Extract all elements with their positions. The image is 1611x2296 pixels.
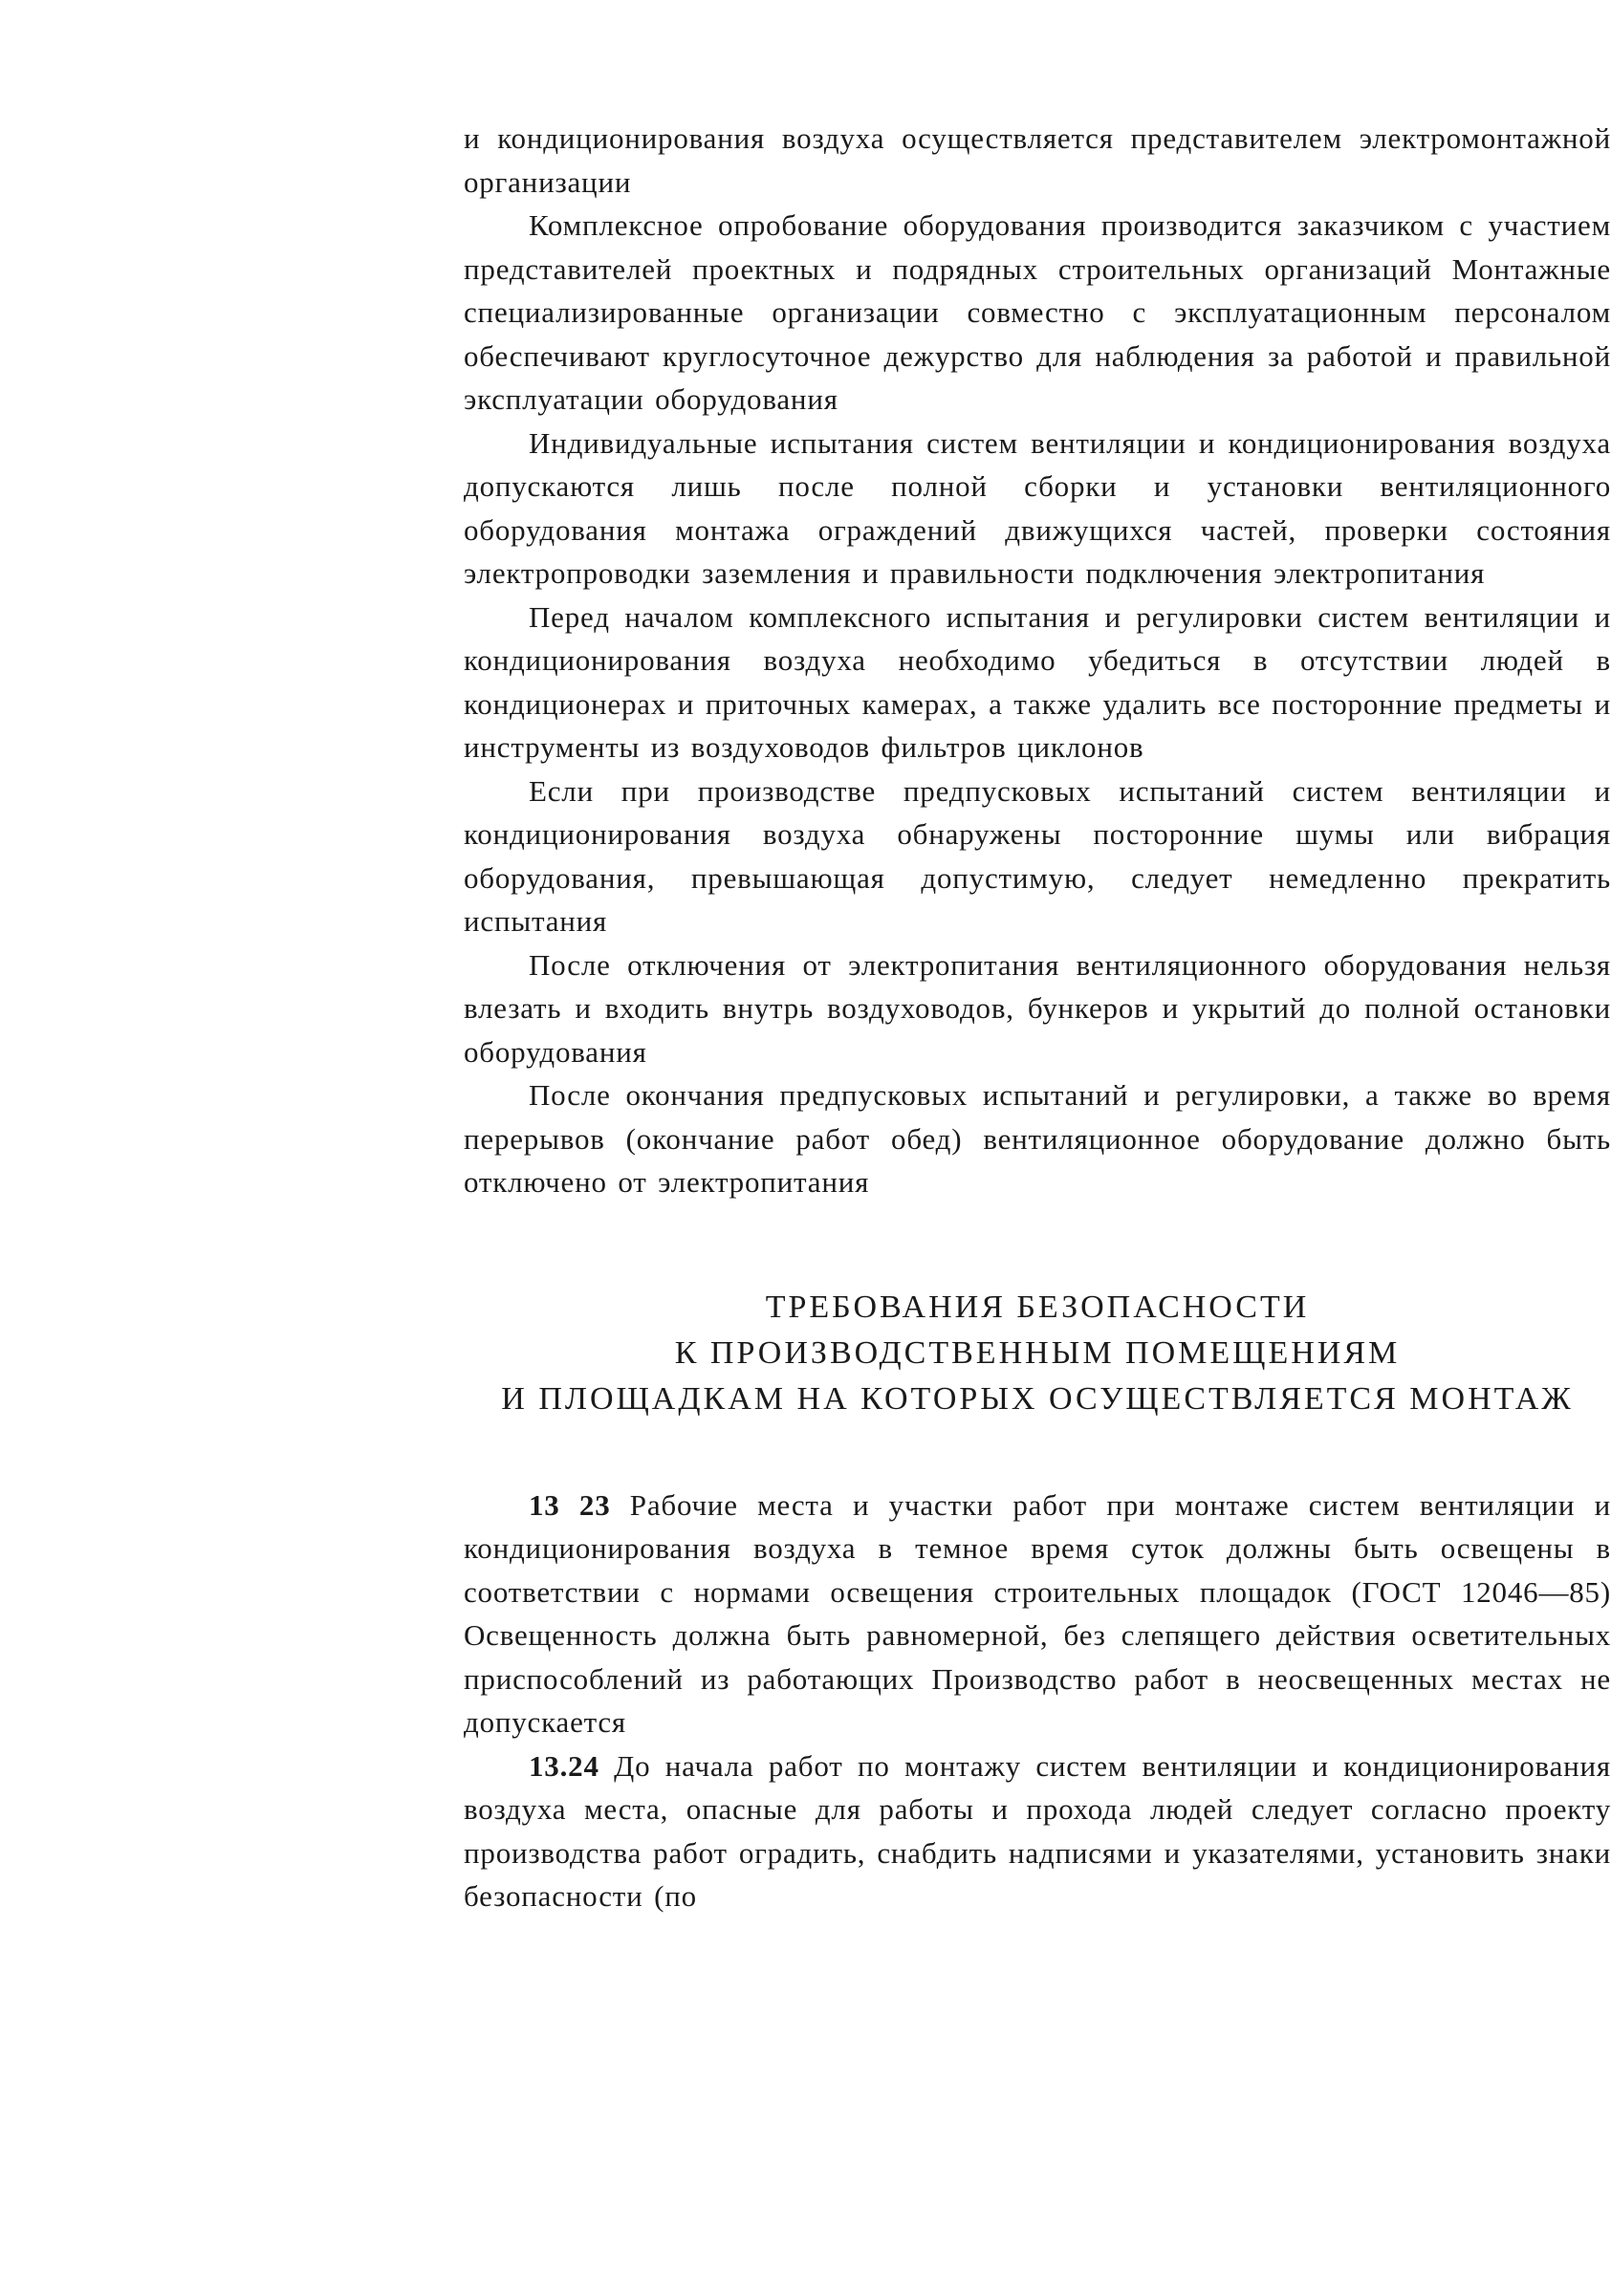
paragraph-before-testing: Перед началом комплексного испытания и регулировки систем вентиляции и кондиционирования воздуха необходимо убедиться в отсутствии людей в кондиционерах и приточных камерах, а также удалить все посторонние предметы и инструменты из воздуховодов фильтров циклонов	[464, 599, 1611, 764]
paragraph-individual-tests: Индивидуальные испытания систем вентиляции и кондиционирования воздуха допускаются лишь после полной сборки и установки вентиляционного оборудования монтажа ограждений движущихся частей, проверки состояния электропроводки заземления и правильности подключения электропитания	[464, 425, 1611, 590]
paragraph-complex-testing: Комплексное опробование оборудования производится заказчиком с участием представителей проектных и подрядных строительных организаций Монтажные специализированные организации совместно с эксплуатационным персоналом обеспечивают круглосуточное дежурство для наблюдения за работой и правильной эксплуатации оборудования	[464, 208, 1611, 416]
section-heading	[464, 1285, 1611, 1422]
page-text	[464, 117, 1611, 1918]
section-heading-line-1: ТРЕБОВАНИЯ БЕЗОПАСНОСТИ	[765, 1289, 1310, 1325]
clause-number: 13 23	[529, 1487, 611, 1522]
section-heading-line-2: К ПРОИЗВОДСТВЕННЫМ ПОМЕЩЕНИЯМ	[674, 1334, 1401, 1371]
paragraph-continuation: и кондиционирования воздуха осуществляется представителем электромонтажной организации	[464, 121, 1611, 199]
clause-13-24	[464, 1744, 1611, 1918]
clause-text: Рабочие места и участки работ при монтаже систем вентиляции и кондиционирования воздуха в темное время суток должны быть освещены в соответствии с нормами освещения строительных площадок (ГОСТ 12046—85) Освещенность должна быть равномерной, без слепящего действия осветительных приспособлений из работающих Производство работ в неосвещенных местах не допускается	[464, 1487, 1611, 1739]
clause-number: 13.24	[529, 1748, 599, 1783]
paragraph-noise-vibration: Если при производстве предпусковых испытаний систем вентиляции и кондиционирования воздуха обнаружены посторонние шумы или вибрация оборудования, превышающая допустимую, следует немедленно прекратить испытания	[464, 773, 1611, 938]
section-heading-line-3: И ПЛОЩАДКАМ НА КОТОРЫХ ОСУЩЕСТВЛЯЕТСЯ МОНТАЖ	[501, 1380, 1574, 1417]
paragraph-after-disconnect: После отключения от электропитания вентиляционного оборудования нельзя влезать и входить внутрь воздуховодов, бункеров и укрытий до полной остановки оборудования	[464, 947, 1611, 1069]
paragraph-after-testing: После окончания предпусковых испытаний и регулировки, а также во время перерывов (окончание работ обед) вентиляционное оборудование должно быть отключено от электропитания	[464, 1078, 1611, 1199]
clause-13-23	[464, 1484, 1611, 1744]
clause-text: До начала работ по монтажу систем вентиляции и кондиционирования воздуха места, опасные для работы и прохода людей следует согласно проекту производства работ оградить, снабдить надписями и указателями, установить знаки безопасности (по	[464, 1748, 1611, 1913]
